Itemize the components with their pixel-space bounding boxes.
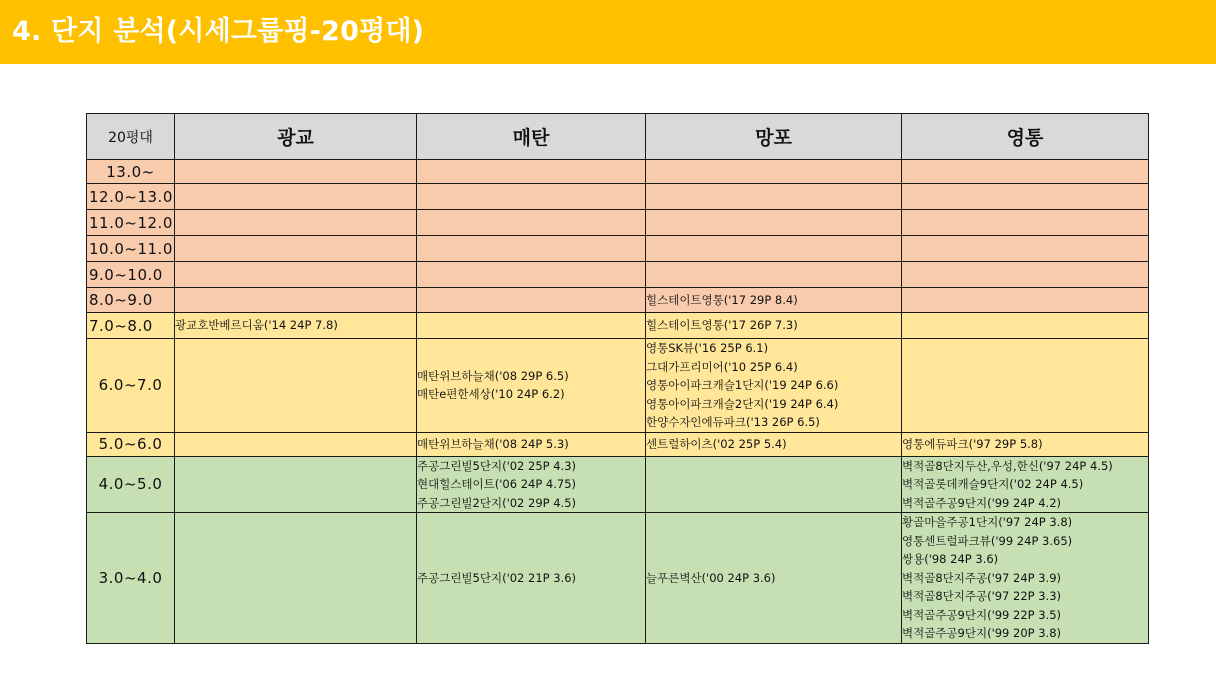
price-range-label: 3.0~4.0 xyxy=(87,513,175,644)
column-header-yeongtong: 영통 xyxy=(902,114,1149,160)
corner-header: 20평대 xyxy=(87,114,175,160)
table-cell-mangpo xyxy=(646,432,902,456)
complex-entry: 벽적골롯데캐슬9단지('02 24P 4.5) xyxy=(902,477,1084,491)
complex-entry: 주공그린빌5단지('02 25P 4.3) xyxy=(417,458,577,473)
table-cell-mangpo xyxy=(646,236,902,262)
page-title: 4. 단지 분석(시세그룹핑-20평대) xyxy=(12,16,425,47)
complex-entry: 벽적골주공9단지('99 22P 3.5) xyxy=(902,607,1062,622)
complex-entry: 매탄e편한세상('10 24P 6.2) xyxy=(417,387,565,402)
complex-entry: 센트럴하이츠('02 25P 5.4) xyxy=(646,436,787,451)
complex-entry: 영통SK뷰('16 25P 6.1) xyxy=(646,341,769,355)
complex-entry: 영통에듀파크('97 29P 5.8) xyxy=(902,436,1043,451)
price-range-label: 8.0~9.0 xyxy=(87,288,175,313)
complex-entry: 매탄위브하늘채('08 29P 6.5) xyxy=(417,368,569,383)
table-cell-mangpo xyxy=(646,262,902,288)
price-range-label: 5.0~6.0 xyxy=(87,432,175,456)
table-cell-yeongtong xyxy=(902,184,1149,210)
table-row xyxy=(87,160,1149,184)
table-row xyxy=(87,432,1149,456)
table-cell-maetan xyxy=(417,339,646,433)
table-row xyxy=(87,313,1149,339)
complex-entry: 황골마을주공1단지('97 24P 3.8) xyxy=(902,515,1073,529)
complex-entry: 벽적골8단지두산,우성,한신('97 24P 4.5) xyxy=(902,458,1113,473)
complex-entry: 한양수자인에듀파크('13 26P 6.5) xyxy=(646,415,820,429)
table-body xyxy=(87,160,1149,644)
table-row xyxy=(87,288,1149,313)
column-header-gwanggyo: 광교 xyxy=(175,114,417,160)
table-cell-yeongtong xyxy=(902,513,1149,644)
table-row xyxy=(87,184,1149,210)
table-cell-gwanggyo xyxy=(175,160,417,184)
complex-entry: 그대가프리미어('10 25P 6.4) xyxy=(646,359,798,374)
table-cell-maetan xyxy=(417,236,646,262)
table-cell-maetan xyxy=(417,262,646,288)
table-cell-gwanggyo xyxy=(175,210,417,236)
complex-entry: 힐스테이트영통('17 26P 7.3) xyxy=(646,318,798,333)
price-range-label: 12.0~13.0 xyxy=(87,184,175,210)
table-cell-maetan xyxy=(417,513,646,644)
complex-entry: 늘푸른벽산('00 24P 3.6) xyxy=(646,570,776,585)
table-cell-gwanggyo xyxy=(175,288,417,313)
table-row xyxy=(87,236,1149,262)
table-cell-mangpo xyxy=(646,456,902,513)
table-cell-gwanggyo xyxy=(175,313,417,339)
price-range-label: 13.0~ xyxy=(87,160,175,184)
complex-entry: 벽적골주공9단지('99 24P 4.2) xyxy=(902,495,1062,510)
table-cell-maetan xyxy=(417,456,646,513)
table-cell-mangpo xyxy=(646,288,902,313)
complex-entry: 쌍용('98 24P 3.6) xyxy=(902,552,999,566)
table-row xyxy=(87,339,1149,433)
table-cell-yeongtong xyxy=(902,210,1149,236)
table-cell-yeongtong xyxy=(902,432,1149,456)
table-cell-yeongtong xyxy=(902,456,1149,513)
complex-entry: 벽적골주공9단지('99 20P 3.8) xyxy=(902,626,1062,640)
table-cell-yeongtong xyxy=(902,339,1149,433)
table-cell-yeongtong xyxy=(902,288,1149,313)
table-cell-mangpo xyxy=(646,513,902,644)
table-cell-gwanggyo xyxy=(175,339,417,433)
table-cell-gwanggyo xyxy=(175,184,417,210)
table-cell-maetan xyxy=(417,184,646,210)
table-cell-maetan xyxy=(417,288,646,313)
table-cell-gwanggyo xyxy=(175,236,417,262)
table-cell-maetan xyxy=(417,313,646,339)
table-row xyxy=(87,456,1149,513)
table-cell-yeongtong xyxy=(902,160,1149,184)
price-range-label: 7.0~8.0 xyxy=(87,313,175,339)
price-range-label: 9.0~10.0 xyxy=(87,262,175,288)
table-cell-yeongtong xyxy=(902,236,1149,262)
table-cell-mangpo xyxy=(646,339,902,433)
column-header-mangpo: 망포 xyxy=(646,114,902,160)
title-bar xyxy=(0,0,1216,64)
complex-entry: 영통아이파크캐슬1단지('19 24P 6.6) xyxy=(646,378,839,392)
table-cell-gwanggyo xyxy=(175,456,417,513)
table-cell-gwanggyo xyxy=(175,262,417,288)
price-range-label: 4.0~5.0 xyxy=(87,456,175,513)
table-cell-mangpo xyxy=(646,160,902,184)
complex-entry: 영통센트럴파크뷰('99 24P 3.65) xyxy=(902,533,1073,548)
column-header-maetan: 매탄 xyxy=(417,114,646,160)
complex-entry: 광교호반베르디움('14 24P 7.8) xyxy=(175,318,338,333)
table-cell-mangpo xyxy=(646,184,902,210)
table-cell-mangpo xyxy=(646,313,902,339)
complex-entry: 영통아이파크캐슬2단지('19 24P 6.4) xyxy=(646,396,839,411)
table-header-row xyxy=(87,114,1149,160)
table-cell-maetan xyxy=(417,160,646,184)
complex-entry: 주공그린빌5단지('02 21P 3.6) xyxy=(417,570,577,585)
complex-entry: 벽적골8단지주공('97 22P 3.3) xyxy=(902,589,1062,603)
complex-entry: 벽적골8단지주공('97 24P 3.9) xyxy=(902,570,1062,585)
complex-entry: 현대힐스테이트('06 24P 4.75) xyxy=(417,477,577,491)
table-row xyxy=(87,513,1149,644)
table-cell-gwanggyo xyxy=(175,513,417,644)
table-cell-maetan xyxy=(417,432,646,456)
complex-entry: 힐스테이트영통('17 29P 8.4) xyxy=(646,292,798,307)
complex-entry: 주공그린빌2단지('02 29P 4.5) xyxy=(417,495,577,510)
table-row xyxy=(87,210,1149,236)
table-cell-gwanggyo xyxy=(175,432,417,456)
table-cell-yeongtong xyxy=(902,313,1149,339)
table-cell-maetan xyxy=(417,210,646,236)
price-group-table xyxy=(86,113,1149,644)
price-range-label: 10.0~11.0 xyxy=(87,236,175,262)
table-row xyxy=(87,262,1149,288)
table-cell-yeongtong xyxy=(902,262,1149,288)
price-range-label: 11.0~12.0 xyxy=(87,210,175,236)
price-range-label: 6.0~7.0 xyxy=(87,339,175,433)
table-cell-mangpo xyxy=(646,210,902,236)
complex-entry: 매탄위브하늘채('08 24P 5.3) xyxy=(417,436,569,451)
